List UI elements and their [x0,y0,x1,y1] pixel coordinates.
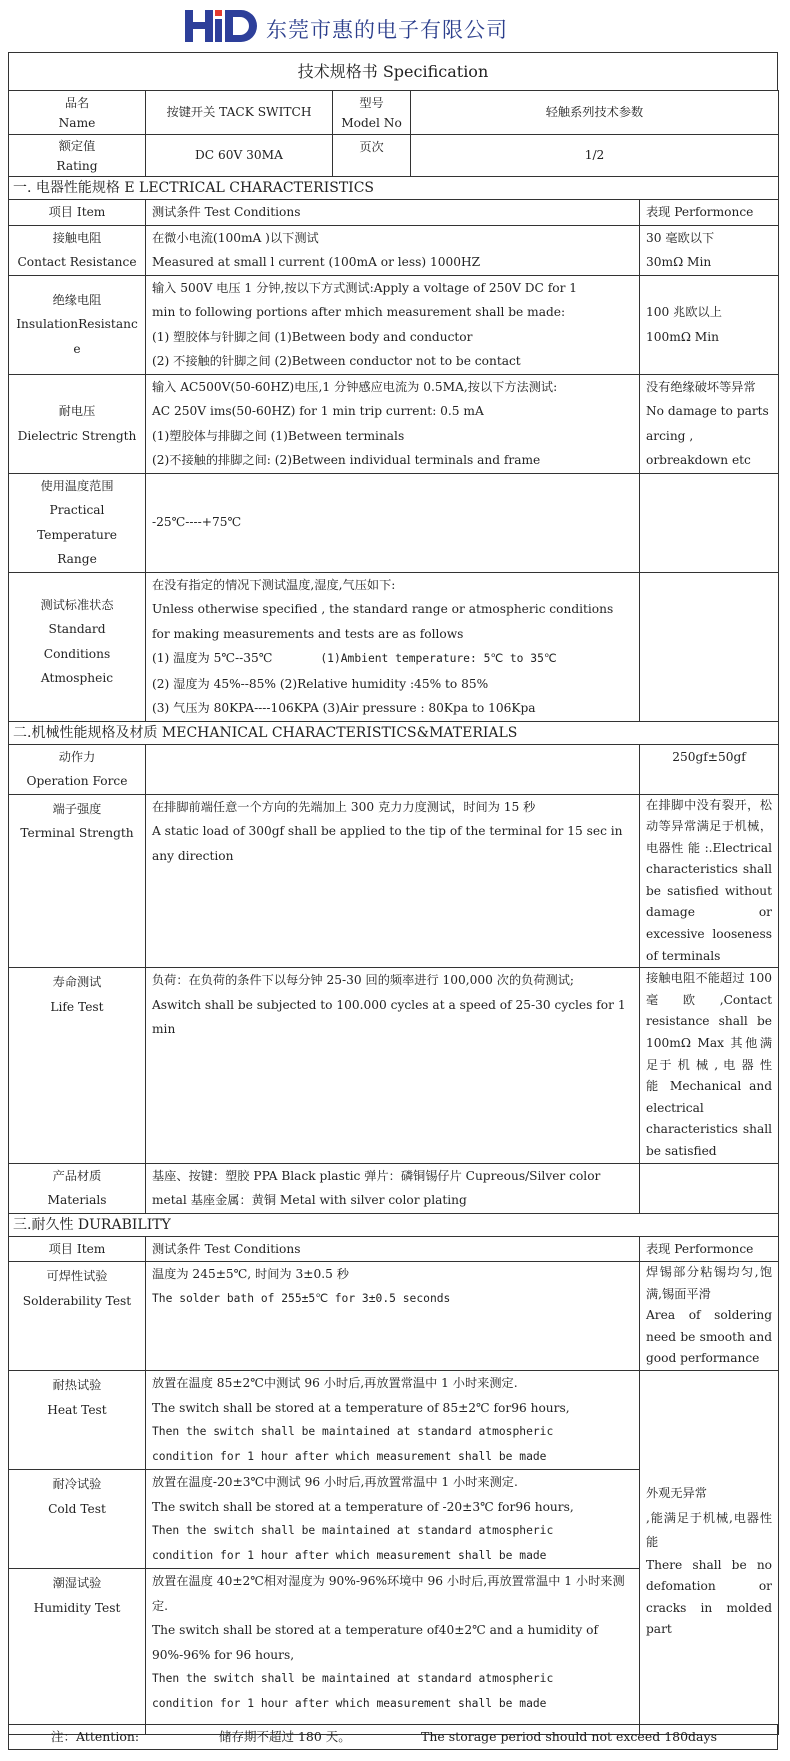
company-logo [183,6,261,46]
doc-title: 技术规格书 Specification [8,52,778,90]
cond-line: Then the switch shall be maintained at standard atmospheric [152,1524,554,1538]
perf-line: 100mΩ Min [646,329,720,344]
column-header-row [9,200,779,226]
perf-line: 焊锡部分粘锡均匀,饱满,锡面平滑 [646,1265,773,1301]
row-life-test [9,968,779,1163]
model-label-en: Model No [341,115,402,130]
col-performance: 表现 Performonce [640,200,779,226]
model-label-cn: 型号 [359,95,384,110]
cond-line: 输入 500V 电压 1 分钟,按以下方式测试:Apply a voltage of 250V DC for 1 [152,280,578,295]
row-heat-test [9,1371,779,1470]
name-label-en: Name [58,115,96,130]
cond-text: 基座、按键：塑胶 PPA Black plastic 弹片：磷铜锡仔片 Cupreous/Silver color metal 基座金属：黄铜 Metal with silver color plating [146,1163,640,1213]
rating-label-en: Rating [56,158,98,173]
info-row-rating [9,135,779,177]
col-item: 项目 Item [9,200,146,226]
perf-line: 30mΩ Min [646,255,712,269]
item-cn: 耐冷试验 [52,1477,102,1492]
cond-line: The solder bath of 255±5℃ for 3±0.5 seconds [152,1291,451,1305]
col-item: 项目 Item [9,1236,146,1262]
section-mechanical [9,721,779,744]
cond-line: Then the switch shall be maintained at standard atmospheric [152,1425,554,1439]
item-cn: 耐热试验 [52,1378,102,1393]
col-performance: 表现 Performonce [640,1236,779,1262]
cond-line [152,646,633,672]
model-value: 轻触系列技术参数 [411,91,779,135]
name-value: 按键开关 TACK SWITCH [146,91,333,135]
row-practical-temperature [9,473,779,572]
cond-line: 在微小电流(100mA )以下测试 [152,230,319,245]
item-en: Operation Force [26,774,128,788]
spec-table [8,90,779,1735]
perf-line: 100 兆欧以上 [646,305,722,319]
item-en: Standard Conditions [43,622,111,661]
item-cn: 耐电压 [58,404,96,418]
name-label-cn: 品名 [64,95,90,110]
item-cn: 可焊性试验 [46,1269,108,1284]
section-title: 二.机械性能规格及材质 MECHANICAL CHARACTERISTICS&MATERIALS [9,721,779,744]
section-electrical [9,177,779,200]
cond-line: 温度为 245±5℃, 时间为 3±0.5 秒 [152,1267,349,1282]
cond-line: The switch shall be stored at a temperature of40±2℃ and a humidity of 90%-96% for 96 hours, [152,1623,598,1662]
rating-value: DC 60V 30MA [146,135,333,177]
item-cn: 产品材质 [52,1168,102,1183]
item-en: Practical Temperature [37,503,117,542]
storage-note-cn: 储存期不超过 180 天。 [219,1729,351,1744]
col-conditions: 测试条件 Test Conditions [146,200,640,226]
row-contact-resistance [9,225,779,275]
attention-label: 注：Attention: [51,1729,140,1744]
section-title: 一. 电器性能规格 E LECTRICAL CHARACTERISTICS [9,177,779,200]
item-en: Solderability Test [22,1293,132,1308]
cond-line: A static load of 300gf shall be applied to the tip of the terminal for 15 sec in any direction [152,824,623,863]
cond-line: condition for 1 hour after which measurement shall be made [152,1449,547,1463]
item-cn: 接触电阻 [52,230,102,245]
cond-line: (2)不接触的排脚之间: (2)Between individual terminals and frame [152,453,541,467]
cond-line: 放置在温度 40±2℃相对湿度为 90%-96%环境中 96 小时后,再放置常温中 1 小时来测定. [152,1574,625,1613]
perf-line: 没有绝缘破坏等异常 [646,379,756,394]
row-standard-conditions [9,572,779,721]
item-cn: 绝缘电阻 [52,292,102,307]
perf-text: 接触电阻不能超过 100 毫欧,Contact resistance shall be 100mΩ Max 其他满足于 机 械 , 电 器 性 能 Mechanical and electrical characteristics shall be satisfied [640,968,779,1163]
item-en: Materials [47,1193,107,1208]
item-en: Contact Resistance [17,255,137,269]
perf-line: There shall be no defomation or cracks in molded part [646,1557,773,1637]
row-dielectric-strength [9,374,779,473]
company-name: 东莞市惠的电子有限公司 [266,18,508,42]
row-insulation-resistance [9,275,779,374]
item-cn: 动作力 [58,749,96,764]
cond-line: Measured at small l current (100mA or less) 1000HZ [152,255,481,269]
item-en: Humidity Test [33,1600,121,1615]
cond-line: condition for 1 hour after which measurement shall be made [152,1696,547,1710]
cond-line: (1)塑胶体与排脚之间 (1)Between terminals [152,428,405,443]
cond-line: 在没有指定的情况下测试温度,湿度,气压如下: [152,577,396,592]
storage-note-en: The storage period should not exceed 180days [421,1729,717,1744]
cond-line: Aswitch shall be subjected to 100.000 cycles at a speed of 25-30 cycles for 1 min [152,997,626,1037]
cond-line: condition for 1 hour after which measurement shall be made [152,1548,547,1562]
cond-line: The switch shall be stored at a temperature of -20±3℃ for96 hours, [152,1499,574,1514]
column-header-row [9,1236,779,1262]
item-cn: 潮湿试验 [52,1576,102,1591]
cond-line: for making measurements and tests are as follows [152,626,464,641]
cond-line: AC 250V ims(50-60HZ) for 1 min trip current: 0.5 mA [152,404,484,418]
perf-line: No damage to parts [646,404,769,418]
item-en: Dielectric Strength [17,428,137,443]
perf-line: arcing , orbreakdown etc [646,428,751,467]
cond-line: 在排脚前端任意一个方向的先端加上 300 克力力度测试，时间为 15 秒 [152,799,536,814]
page-value: 1/2 [411,135,779,177]
cond-line: min to following portions after mhich measurement shall be made: [152,305,566,319]
item-cn: 端子强度 [52,801,102,816]
cond-line: (3) 气压为 80KPA----106KPA (3)Air pressure : 80Kpa to 106Kpa [152,701,536,715]
item-cn: 测试标准状态 [40,597,114,612]
perf-line: 30 毫欧以下 [646,230,715,245]
cond-line: Unless otherwise specified , the standard range or atmospheric conditions [152,602,614,616]
row-solderability [9,1262,779,1371]
perf-text: 在排脚中没有裂开，松动等异常满足于机械，电器性 能 :.Electrical characteristics shall be satisfied without damage or excessive looseness of terminals [640,794,779,968]
item-en: Range [57,552,97,566]
cond-line: 负荷：在负荷的条件下以每分钟 25-30 回的频率进行 100,000 次的负荷测试; [152,973,575,988]
section-durability [9,1213,779,1236]
cond-line: 放置在温度 85±2℃中测试 96 小时后,再放置常温中 1 小时来测定. [152,1376,518,1391]
cond-line: (1) 塑胶体与针脚之间 (1)Between body and conductor [152,329,473,344]
item-en: Life Test [50,999,104,1014]
item-en: Terminal Strength [20,826,134,840]
cond-part: (1) 温度为 5℃--35℃ [152,651,273,665]
perf-line: ,能满足于机械,电器性能 [646,1510,773,1550]
cond-line: The switch shall be stored at a temperature of 85±2℃ for96 hours, [152,1400,570,1415]
cond-line: 放置在温度-20±3℃中测试 96 小时后,再放置常温中 1 小时来测定. [152,1475,518,1490]
perf-line: 250gf±50gf [640,744,779,794]
row-materials [9,1163,779,1213]
perf-line: 外观无异常 [646,1486,707,1501]
page-header [0,0,790,52]
item-cn: 使用温度范围 [40,478,114,493]
cond-part: (1)Ambient temperature: 5℃ to 35℃ [320,652,557,665]
cond-line: 输入 AC500V(50-60HZ)电压,1 分钟感应电流为 0.5MA,按以下方法测试: [152,379,558,394]
item-en: Heat Test [47,1402,107,1417]
item-en: InsulationResistance [16,317,138,356]
perf-line: Area of soldering need be smooth and good performance [646,1308,773,1366]
item-cn: 寿命测试 [52,975,102,990]
info-row-name [9,91,779,135]
attention-footer [8,1724,778,1750]
row-terminal-strength [9,794,779,968]
item-en: Cold Test [48,1501,106,1516]
col-conditions: 测试条件 Test Conditions [146,1236,640,1262]
cond-line: -25℃----+75℃ [146,473,640,572]
section-title: 三.耐久性 DURABILITY [9,1213,779,1236]
cond-line: (2) 湿度为 45%--85% (2)Relative humidity :45% to 85% [152,676,489,691]
cond-line: (2) 不接触的针脚之间 (2)Between conductor not to be contact [152,354,521,368]
rating-label-cn: 额定值 [58,138,96,153]
page-label: 页次 [333,135,411,177]
cond-line: Then the switch shall be maintained at standard atmospheric [152,1672,554,1686]
row-operation-force [9,744,779,794]
item-en: Atmospheic [40,671,114,685]
